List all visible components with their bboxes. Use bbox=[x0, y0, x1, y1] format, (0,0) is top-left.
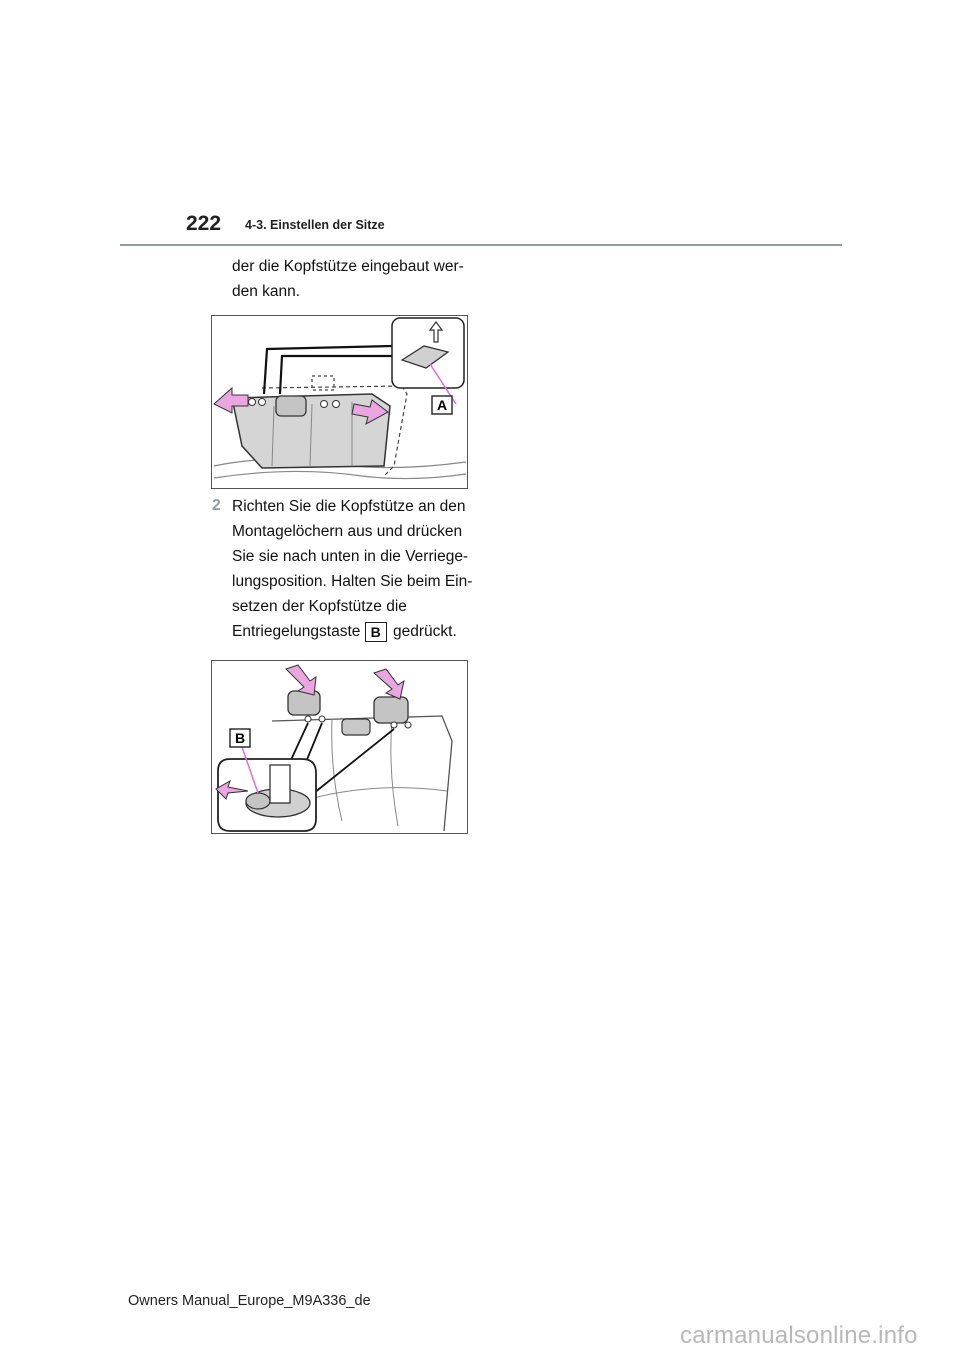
step-text-line-6-before: Entriegelungstaste bbox=[232, 623, 361, 641]
watermark: carmanualsonline.info bbox=[680, 1322, 918, 1349]
header-divider bbox=[120, 244, 842, 246]
step-text-line-6 bbox=[232, 622, 457, 642]
headrest-illustration bbox=[212, 661, 467, 833]
seatback-illustration bbox=[212, 316, 467, 488]
page-number: 222 bbox=[186, 212, 222, 235]
label-a: A bbox=[436, 397, 448, 413]
intro-text-line-1: der die Kopfstütze eingebaut wer- bbox=[232, 258, 464, 275]
step-text-line-5: setzen der Kopfstütze die bbox=[232, 598, 407, 615]
step-text-line-6-after: gedrückt. bbox=[393, 623, 457, 641]
label-b: B bbox=[234, 730, 246, 746]
section-title: 4-3. Einstellen der Sitze bbox=[245, 218, 385, 232]
footer-manual-id: Owners Manual_Europe_M9A336_de bbox=[128, 1293, 371, 1309]
step-text-line-3: Sie sie nach unten in die Verriege- bbox=[232, 548, 469, 565]
step-text-line-4: lungsposition. Halten Sie beim Ein- bbox=[232, 573, 473, 590]
step-text-line-2: Montagelöchern aus und drücken bbox=[232, 523, 463, 540]
figure-seatback-release bbox=[211, 315, 468, 489]
figure-headrest-install bbox=[211, 660, 468, 834]
intro-text-line-2: den kann. bbox=[232, 283, 301, 300]
step-text-line-1: Richten Sie die Kopfstütze an den bbox=[232, 498, 466, 515]
step-number: 2 bbox=[212, 497, 221, 514]
label-b-inline: B bbox=[365, 622, 387, 642]
